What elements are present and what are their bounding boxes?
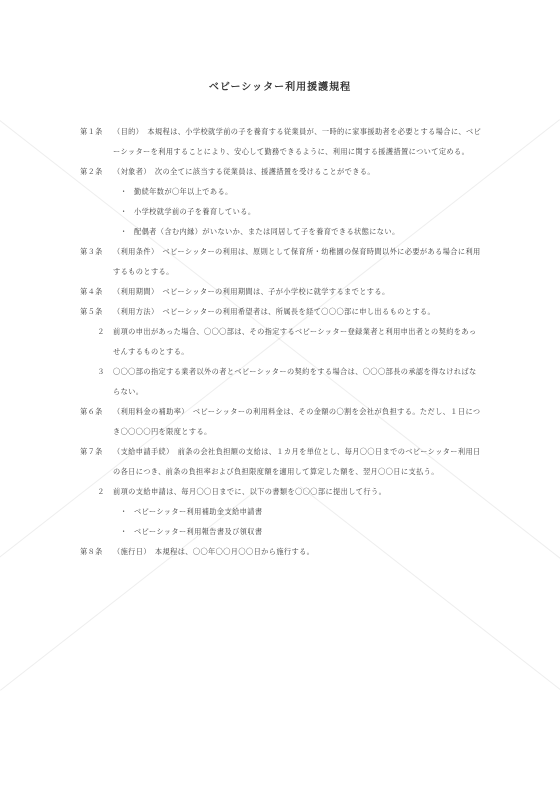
article-text: （利用料金の補助率） ベビーシッターの利用料金は、その金額の〇割を会社が負担する。ただし、１日につき〇〇〇〇円を限度とする。 — [113, 407, 481, 436]
list-item-text: 配偶者（含む内縁）がいないか、または同居して子を養育できる状態にない。 — [134, 227, 400, 236]
list-item-text: ベビーシッター利用報告書及び領収書 — [134, 527, 263, 536]
article-text: （支給申請手続） 前条の会社負担額の支給は、１カ月を単位とし、毎月〇〇日までのベビーシッター利用日の各日につき、前条の負担率および負担限度額を適用して算定した額を、翌月〇〇日に支払う。 — [113, 447, 481, 476]
list-item-text: ベビーシッター利用補助金支給申請書 — [134, 507, 263, 516]
article-number: 第１条 — [80, 127, 103, 136]
paragraph — [80, 482, 482, 502]
paragraph — [80, 322, 482, 362]
paragraph-number: ３ — [97, 367, 105, 376]
article-text: （利用方法） ベビーシッターの利用希望者は、所属長を経て〇〇〇部に申し出るものとする。 — [113, 307, 436, 316]
article-7 — [80, 442, 482, 482]
bullet-mark: ・ — [120, 507, 128, 516]
bullet-mark: ・ — [120, 187, 128, 196]
list-item-text: 勤続年数が〇年以上である。 — [134, 187, 233, 196]
document-body — [80, 122, 482, 562]
article-text: （利用期間） ベビーシッターの利用期間は、子が小学校に就学するまでとする。 — [113, 287, 390, 296]
article-number: 第３条 — [80, 247, 103, 256]
paragraph-text: 〇〇〇部の指定する業者以外の者とベビーシッターの契約をする場合は、〇〇〇部長の承認を得なければならない。 — [113, 367, 477, 396]
article-5 — [80, 302, 482, 322]
paragraph-text: 前項の申出があった場合、〇〇〇部は、その指定するベビーシッター登録業者と利用申出者との契約をあっせんするものとする。 — [113, 327, 477, 356]
article-text: （利用条件） ベビーシッターの利用は、原則として保育所・幼稚園の保育時間以外に必要がある場合に利用するものとする。 — [113, 247, 481, 276]
article-6 — [80, 402, 482, 442]
article-text: （施行日） 本規程は、〇〇年〇〇月〇〇日から施行する。 — [113, 547, 315, 556]
article-number: 第６条 — [80, 407, 103, 416]
list-item — [80, 502, 482, 522]
bullet-mark: ・ — [120, 527, 128, 536]
bullet-mark: ・ — [120, 207, 128, 216]
paragraph — [80, 362, 482, 402]
article-2 — [80, 162, 482, 182]
paragraph-text: 前項の支給申請は、毎月〇〇日までに、以下の書類を〇〇〇部に提出して行う。 — [113, 487, 387, 496]
article-8 — [80, 542, 482, 562]
article-number: 第５条 — [80, 307, 103, 316]
article-number: 第８条 — [80, 547, 103, 556]
bullet-mark: ・ — [120, 227, 128, 236]
list-item-text: 小学校就学前の子を養育している。 — [134, 207, 256, 216]
article-3 — [80, 242, 482, 282]
article-4 — [80, 282, 482, 302]
article-number: 第７条 — [80, 447, 103, 456]
article-number: 第４条 — [80, 287, 103, 296]
document-title: ベビーシッター利用援護規程 — [208, 82, 352, 93]
article-number: 第２条 — [80, 167, 103, 176]
paragraph-number: ２ — [97, 327, 105, 336]
list-item — [80, 202, 482, 222]
list-item — [80, 182, 482, 202]
paragraph-number: ２ — [97, 487, 105, 496]
article-text: （対象者） 次の全てに該当する従業員は、援護措置を受けることができる。 — [113, 167, 375, 176]
article-1 — [80, 122, 482, 162]
list-item — [80, 222, 482, 242]
article-text: （目的） 本規程は、小学校就学前の子を養育する従業員が、一時的に家事援助者を必要とする場合に、ベビーシッターを利用することにより、安心して勤務できるように、利用に関する援護措置について定める。 — [113, 127, 482, 156]
list-item — [80, 522, 482, 542]
